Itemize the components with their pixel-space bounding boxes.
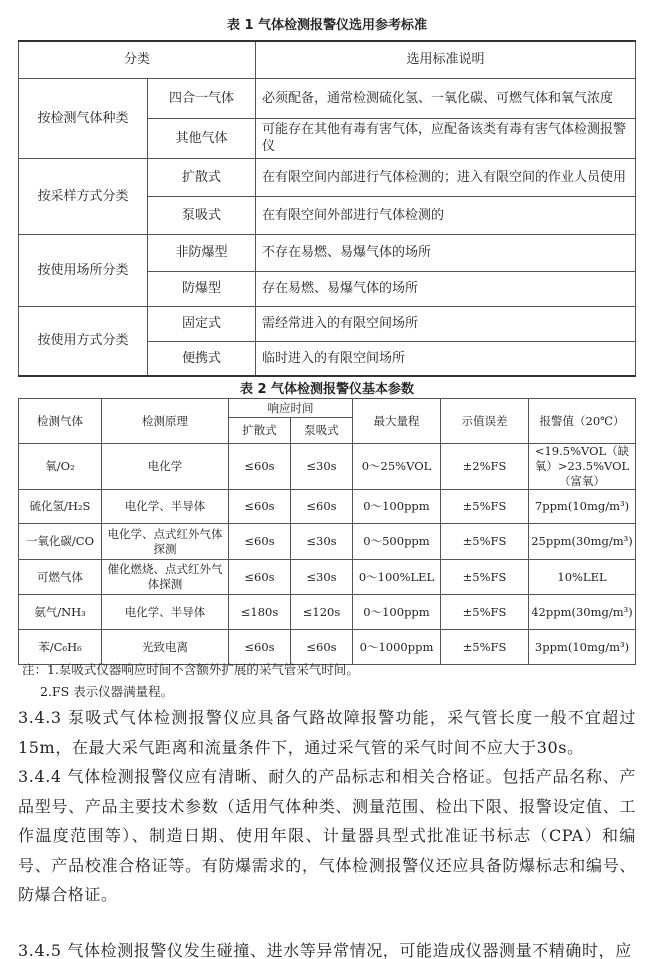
header-diffusion: 扩散式 [229,418,291,444]
gas-cell: 硫化氢/H₂S [19,490,102,524]
type-cell: 便携式 [148,341,256,376]
gas-cell: 氧/O₂ [19,444,102,490]
principle-cell: 催化燃烧、点式红外气体探测 [102,560,229,595]
pump-time-cell: ≤120s [291,595,353,630]
type-cell: 泵吸式 [148,196,256,234]
description-cell: 可能存在其他有毒有害气体，应配备该类有毒有害气体检测报警仪 [256,118,636,158]
diffusion-time-cell: ≤60s [229,444,291,490]
table-row [19,490,636,524]
description-cell: 在有限空间外部进行气体检测的 [256,196,636,234]
error-cell: ±5%FS [441,630,529,665]
table-row [19,444,636,490]
alarm-cell: 3ppm(10mg/m³) [529,630,636,665]
alarm-cell: <19.5%VOL（缺氧）>23.5%VOL（富氧） [529,444,636,490]
header-category: 分类 [19,41,256,78]
gas-cell: 苯/C₆H₆ [19,630,102,665]
diffusion-time-cell: ≤60s [229,560,291,595]
type-cell: 其他气体 [148,118,256,158]
range-cell: 0～100ppm [353,595,441,630]
range-cell: 0～1000ppm [353,630,441,665]
type-cell: 非防爆型 [148,234,256,271]
alarm-cell: 7ppm(10mg/m³) [529,490,636,524]
error-cell: ±2%FS [441,444,529,490]
group-name: 按使用方式分类 [19,306,148,376]
diffusion-time-cell: ≤180s [229,595,291,630]
pump-time-cell: ≤30s [291,444,353,490]
paragraph-3-4-4: 3.4.4 气体检测报警仪应有清晰、耐久的产品标志和相关合格证。包括产品名称、产品型号、产品主要技术参数（适用气体种类、测量范围、检出下限、报警设定值、工作温度范围等）、制造日期、使用年限、计量器具型式批准证书标志（CPA）和编号、产品校准合格证等。有防爆需求的，气体检测报警仪还应具备防爆标志和编号、防爆合格证。 [18,767,636,904]
group-name: 按检测气体种类 [19,78,148,158]
pump-time-cell: ≤60s [291,630,353,665]
type-cell: 固定式 [148,306,256,341]
principle-cell: 电化学、半导体 [102,595,229,630]
range-cell: 0～25%VOL [353,444,441,490]
error-cell: ±5%FS [441,490,529,524]
table1-title: 表 1 气体检测报警仪选用参考标准 [226,18,428,33]
alarm-cell: 10%LEL [529,560,636,595]
gas-detector-selection-table [18,40,636,377]
alarm-cell: 42ppm(30mg/m³) [529,595,636,630]
pump-time-cell: ≤30s [291,560,353,595]
type-cell: 扩散式 [148,158,256,196]
table-row [19,524,636,560]
range-cell: 0～100ppm [353,490,441,524]
description-cell: 存在易燃、易爆气体的场所 [256,271,636,306]
description-cell: 必须配备，通常检测硫化氢、一氧化碳、可燃气体和氧气浓度 [256,78,636,118]
header-range: 最大量程 [353,399,441,444]
description-cell: 不存在易燃、易爆气体的场所 [256,234,636,271]
pump-time-cell: ≤60s [291,490,353,524]
error-cell: ±5%FS [441,560,529,595]
header-alarm: 报警值（20℃） [529,399,636,444]
type-cell: 四合一气体 [148,78,256,118]
diffusion-time-cell: ≤60s [229,630,291,665]
description-cell: 在有限空间内部进行气体检测的；进入有限空间的作业人员使用 [256,158,636,196]
header-gas: 检测气体 [19,399,102,444]
table2-title: 表 2 气体检测报警仪基本参数 [239,382,415,397]
principle-cell: 电化学 [102,444,229,490]
description-cell: 需经常进入的有限空间场所 [256,306,636,341]
error-cell: ±5%FS [441,524,529,560]
principle-cell: 电化学、半导体 [102,490,229,524]
paragraph-3-4-3: 3.4.3 泵吸式气体检测报警仪应具备气路故障报警功能，采气管长度一般不宜超过15m，在最大采气距离和流量条件下，通过采气管的采气时间不应大于30s。 [18,708,636,757]
gas-cell: 氨气/NH₃ [19,595,102,630]
range-cell: 0～100%LEL [353,560,441,595]
gas-cell: 一氧化碳/CO [19,524,102,560]
header-principle: 检测原理 [102,399,229,444]
group-name: 按采样方式分类 [19,158,148,234]
diffusion-time-cell: ≤60s [229,524,291,560]
header-error: 示值误差 [441,399,529,444]
table-row [19,595,636,630]
principle-cell: 电化学、点式红外气体探测 [102,524,229,560]
error-cell: ±5%FS [441,595,529,630]
principle-cell: 光致电离 [102,630,229,665]
description-cell: 临时进入的有限空间场所 [256,341,636,376]
range-cell: 0～500ppm [353,524,441,560]
header-description: 选用标准说明 [256,41,636,78]
table-row [19,560,636,595]
group-name: 按使用场所分类 [19,234,148,306]
alarm-cell: 25ppm(30mg/m³) [529,524,636,560]
gas-cell: 可燃气体 [19,560,102,595]
gas-detector-parameters-table [18,398,636,665]
paragraph-3-4-5: 3.4.5 气体检测报警仪发生碰撞、进水等异常情况，可能造成仪器测量不精确时，应 [18,941,632,959]
type-cell: 防爆型 [148,271,256,306]
pump-time-cell: ≤30s [291,524,353,560]
diffusion-time-cell: ≤60s [229,490,291,524]
note-1: 注：1.泵吸式仪器响应时间不含额外扩展的采气管采气时间。 [22,662,359,677]
header-response-time: 响应时间 [229,399,353,418]
header-pump: 泵吸式 [291,418,353,444]
note-2: 2.FS 表示仪器满量程。 [40,684,174,699]
